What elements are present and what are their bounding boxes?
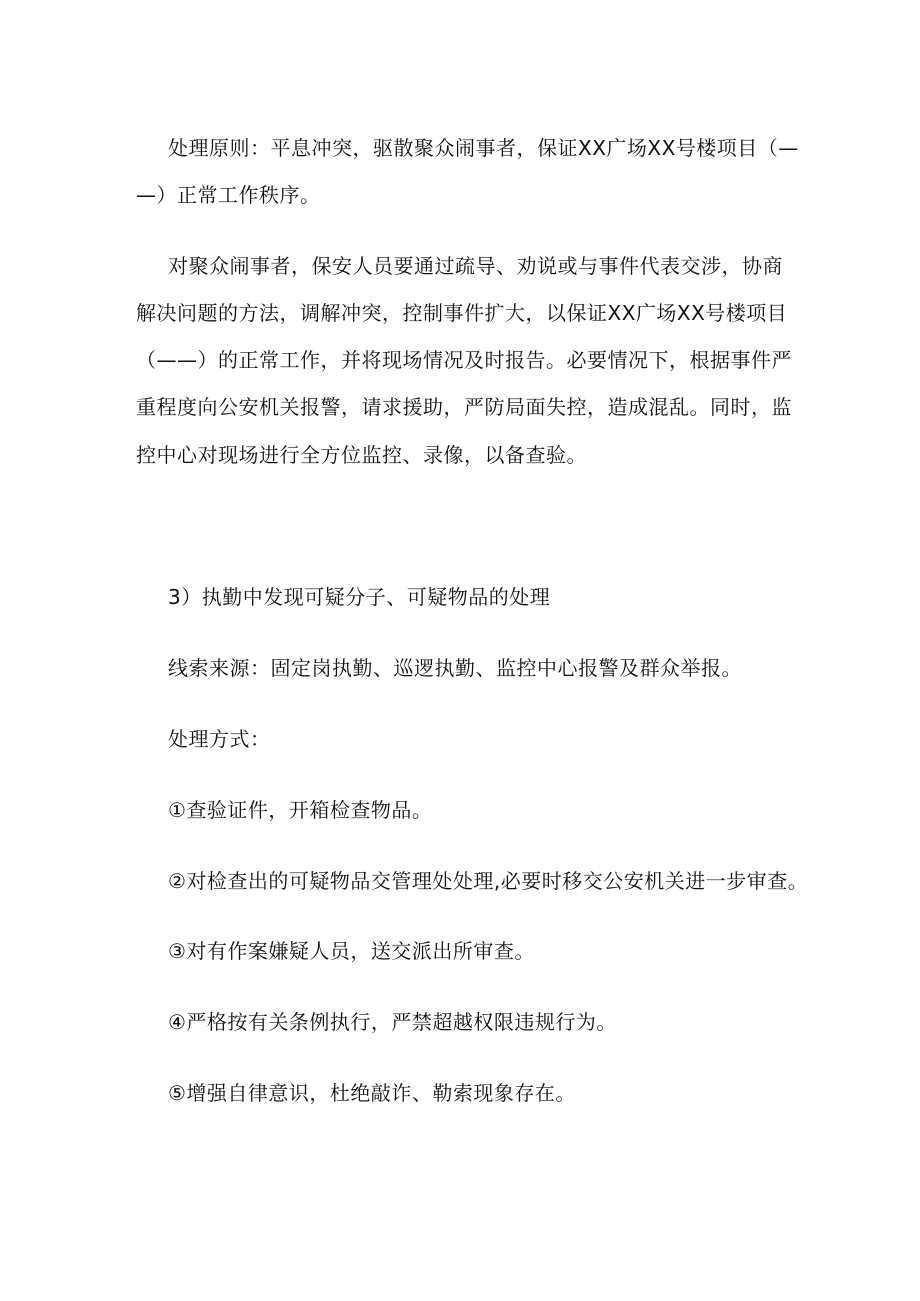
- list-item-1: ①查验证件，开箱检查物品。: [168, 798, 433, 822]
- principle-line-2: —）正常工作秩序。: [136, 183, 321, 207]
- crowd-line-3: （——）的正常工作，并将现场情况及时报告。必要情况下，根据事件严: [136, 348, 792, 372]
- list-item-4: ④严格按有关条例执行，严禁超越权限违规行为。: [168, 1010, 617, 1034]
- list-item-3: ③对有作案嫌疑人员，送交派出所审查。: [168, 939, 535, 963]
- list-item-5: ⑤增强自律意识，杜绝敲诈、勒索现象存在。: [168, 1081, 576, 1105]
- crowd-line-2: 解决问题的方法，调解冲突，控制事件扩大，以保证XX广场XX号楼项目: [136, 301, 788, 325]
- crowd-line-5: 控中心对现场进行全方位监控、录像，以备查验。: [136, 443, 587, 467]
- crowd-line-1: 对聚众闹事者，保安人员要通过疏导、劝说或与事件代表交涉，协商: [168, 254, 783, 278]
- principle-line-1: 处理原则：平息冲突，驱散聚众闹事者，保证XX广场XX号楼项目（—: [168, 136, 799, 160]
- clue-source: 线索来源：固定岗执勤、巡逻执勤、监控中心报警及群众举报。: [168, 656, 742, 680]
- list-item-2: ②对检查出的可疑物品交管理处处理,必要时移交公安机关进一步审查。: [168, 869, 809, 893]
- method-label: 处理方式：: [168, 727, 271, 751]
- section-heading: 3）执勤中发现可疑分子、可疑物品的处理: [168, 585, 551, 609]
- crowd-line-4: 重程度向公安机关报警，请求援助，严防局面失控，造成混乱。同时，监: [136, 395, 792, 419]
